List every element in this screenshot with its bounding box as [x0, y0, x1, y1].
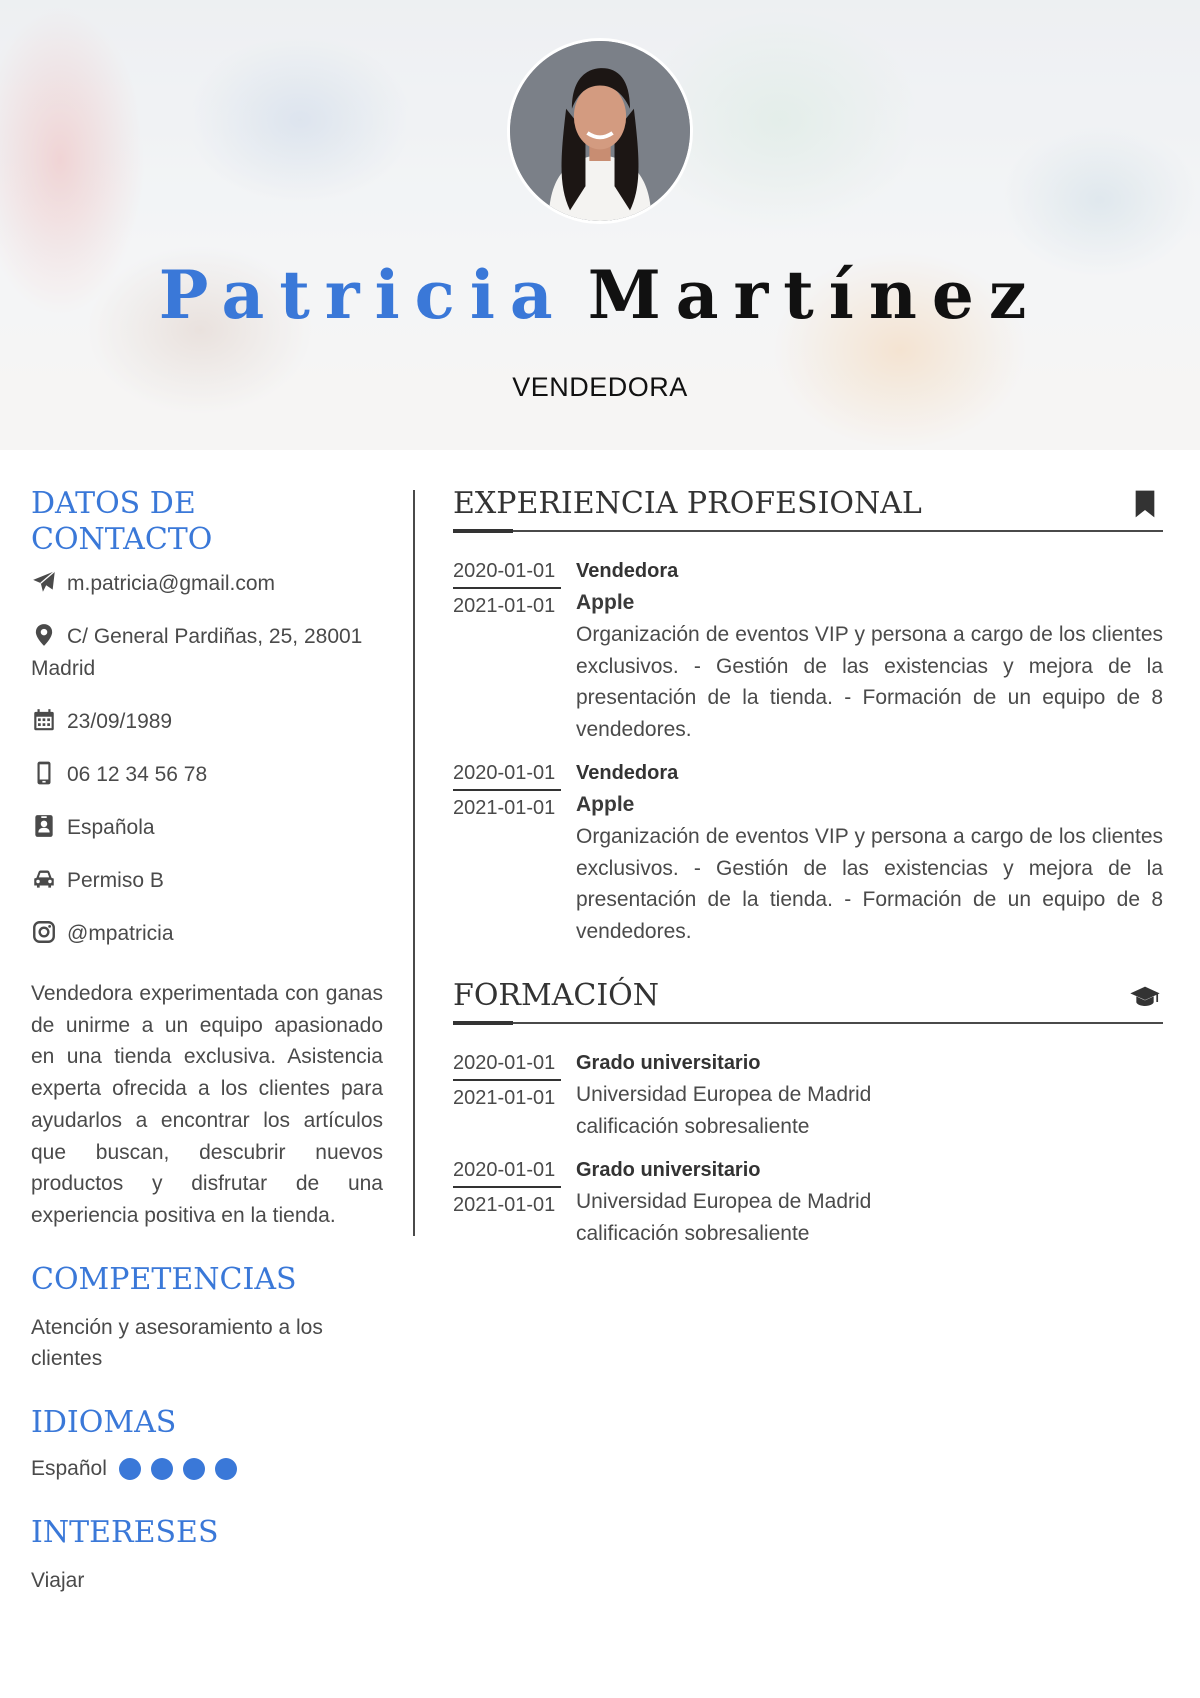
contact-email[interactable] — [31, 568, 383, 600]
last-name: Martínez — [587, 256, 1042, 334]
experience-section-header — [453, 486, 1163, 532]
entry-company: Apple — [576, 591, 635, 614]
contact-birthdate-text: 23/09/1989 — [67, 710, 173, 733]
entry-school: Universidad Europea de Madrid — [576, 1189, 872, 1213]
contact-phone-text: 06 12 34 56 78 — [67, 763, 208, 786]
entry-dates — [453, 758, 576, 948]
profile-summary: Vendedora experimentada con ganas de unirme a un equipo apasionado en una tienda exclusiva. Asistencia experta ofrecida a los clientes para ayudarlos a encontrar los artículos que buscan, descubrir nuevos productos y disfrutar de una experiencia positiva en la tienda. — [31, 982, 383, 1227]
calendar-icon — [31, 707, 57, 733]
entry-details — [576, 1048, 1163, 1143]
entry-grade: calificación sobresaliente — [576, 1114, 810, 1138]
left-column — [31, 486, 383, 1597]
right-column — [453, 486, 1163, 1250]
start-date: 2020-01-01 — [453, 556, 561, 589]
entry-company: Apple — [576, 792, 635, 816]
contact-license — [31, 865, 383, 897]
graduation-cap-icon — [1129, 980, 1161, 1012]
column-divider — [413, 490, 415, 1236]
contact-address — [31, 621, 383, 685]
first-name: Patricia — [158, 256, 568, 334]
experience-entry — [453, 556, 1163, 746]
entry-title: Vendedora — [576, 560, 679, 582]
contact-instagram[interactable] — [31, 918, 383, 950]
entry-dates — [453, 556, 576, 746]
experience-entry — [453, 758, 1163, 948]
contact-birthdate — [31, 706, 383, 738]
languages-section-title: IDIOMAS — [31, 1405, 177, 1441]
header-banner — [0, 0, 1200, 450]
candidate-name — [0, 255, 1200, 335]
skills-section-title: COMPETENCIAS — [31, 1261, 297, 1297]
skill-item: Atención y asesoramiento a los clientes — [31, 1315, 323, 1371]
interest-item: Viajar — [31, 1569, 85, 1593]
entry-details — [576, 758, 1163, 948]
entry-title: Vendedora — [576, 761, 679, 784]
contact-phone[interactable] — [31, 759, 383, 791]
map-marker-icon — [31, 622, 57, 648]
start-date: 2020-01-01 — [453, 758, 561, 791]
language-level-dot — [119, 1458, 141, 1480]
mobile-phone-icon — [31, 760, 57, 786]
bookmark-icon — [1129, 488, 1161, 520]
start-date: 2020-01-01 — [453, 1155, 561, 1188]
section-accent-bar — [453, 1021, 513, 1025]
contact-email-text: m.patricia@gmail.com — [67, 572, 276, 595]
experience-section-title: EXPERIENCIA PROFESIONAL — [453, 486, 922, 521]
instagram-icon — [31, 919, 57, 945]
profile-photo — [507, 38, 693, 224]
education-section-header — [453, 978, 1163, 1024]
contact-address-text: C/ General Pardiñas, 25, 28001 Madrid — [31, 625, 363, 680]
contact-list — [31, 568, 383, 950]
entry-details — [576, 556, 1163, 746]
language-level-dot — [215, 1458, 237, 1480]
entry-dates — [453, 1155, 576, 1250]
end-date: 2021-01-01 — [453, 595, 556, 617]
entry-dates — [453, 1048, 576, 1143]
interests-section-title: INTERESES — [31, 1515, 219, 1551]
end-date: 2021-01-01 — [453, 1193, 556, 1216]
language-level-dot — [183, 1458, 205, 1480]
entry-title: Grado universitario — [576, 1158, 761, 1181]
section-accent-bar — [453, 529, 513, 533]
language-name: Español — [31, 1457, 107, 1481]
entry-details — [576, 1155, 1163, 1250]
contact-license-text: Permiso B — [67, 869, 164, 892]
end-date: 2021-01-01 — [453, 796, 556, 819]
entry-title: Grado universitario — [576, 1051, 761, 1074]
paper-plane-icon — [31, 569, 57, 595]
id-badge-icon — [31, 813, 57, 839]
entry-school: Universidad Europea de Madrid — [576, 1082, 872, 1106]
language-level-dot — [151, 1458, 173, 1480]
entry-grade: calificación sobresaliente — [576, 1221, 810, 1245]
education-entry — [453, 1048, 1163, 1143]
end-date: 2021-01-01 — [453, 1086, 556, 1109]
contact-section-title: DATOS DE CONTACTO — [31, 486, 213, 557]
education-entry — [453, 1155, 1163, 1250]
start-date: 2020-01-01 — [453, 1048, 561, 1081]
contact-instagram-text: @mpatricia — [67, 922, 174, 945]
education-section-title: FORMACIÓN — [453, 977, 660, 1013]
entry-description: Organización de eventos VIP y persona a cargo de los clientes exclusivos. - Gestión de las existencias y mejora de la presentación de la tienda. - Formación de un equipo de 8 vendedores. — [576, 623, 1163, 742]
car-icon — [31, 866, 57, 892]
contact-nationality — [31, 812, 383, 844]
portrait-image — [510, 41, 690, 221]
language-level-dots — [119, 1458, 237, 1480]
language-item — [31, 1453, 383, 1485]
entry-description: Organización de eventos VIP y persona a cargo de los clientes exclusivos. - Gestión de las existencias y mejora de la presentación de la tienda. - Formación de un equipo de 8 vendedores. — [576, 824, 1163, 943]
contact-nationality-text: Española — [67, 816, 155, 839]
job-title: VENDEDORA — [512, 372, 688, 402]
